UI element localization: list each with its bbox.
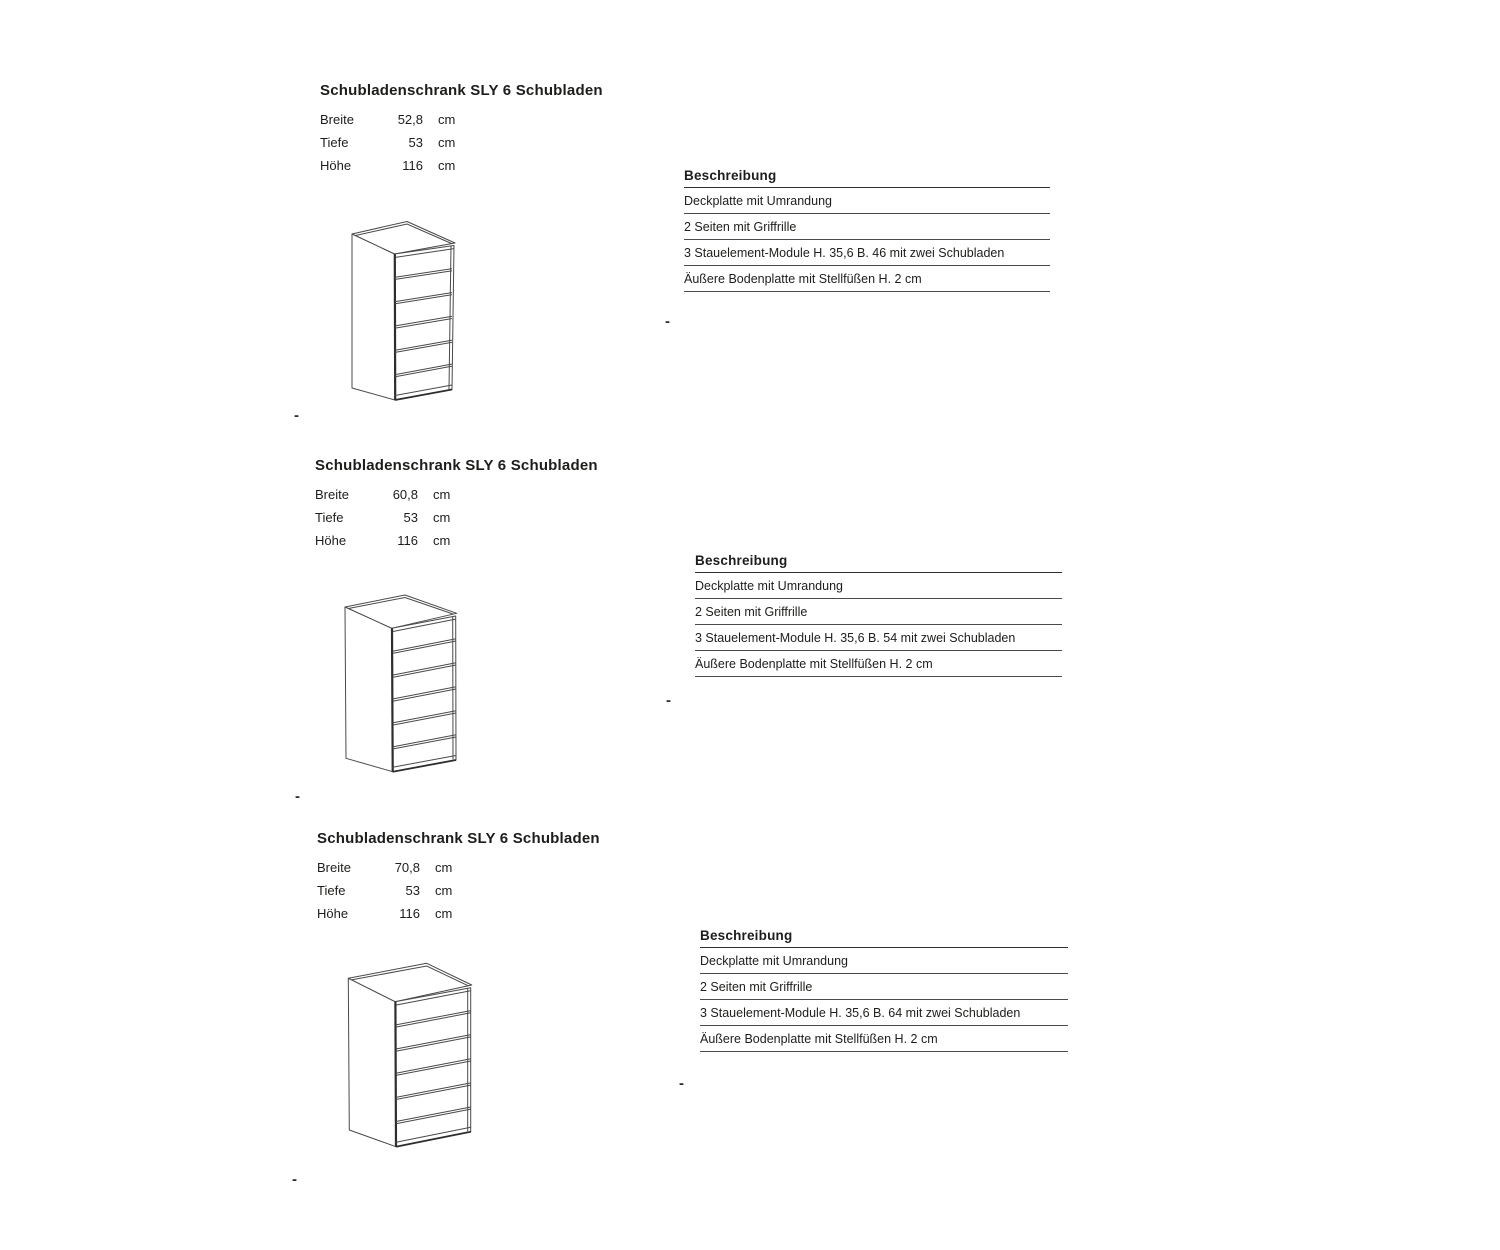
dimension-unit: cm xyxy=(433,510,451,525)
dimension-label: Tiefe xyxy=(317,883,346,898)
dimension-value: 53 xyxy=(405,883,420,898)
dimension-label: Breite xyxy=(315,487,349,502)
dimension-label: Tiefe xyxy=(315,510,344,525)
dimension-value: 60,8 xyxy=(392,487,418,502)
product-2-dimensions xyxy=(315,487,645,556)
dimension-row xyxy=(320,158,650,181)
dimension-label: Höhe xyxy=(320,158,352,173)
dimension-unit: cm xyxy=(433,533,451,548)
dimension-unit: cm xyxy=(438,135,456,150)
product-1-title: Schubladenschrank SLY 6 Schubladen xyxy=(320,82,603,99)
dimension-unit: cm xyxy=(435,906,453,921)
dimension-label: Breite xyxy=(320,112,354,127)
description-row: 3 Stauelement-Module H. 35,6 B. 64 mit zwei Schubladen xyxy=(700,1000,1068,1026)
dimension-value: 52,8 xyxy=(397,112,423,127)
dimension-row xyxy=(317,906,647,929)
cabinet-drawing-3 xyxy=(347,962,475,1152)
product-1-description xyxy=(684,168,1050,292)
stray-dash: - xyxy=(679,1075,684,1092)
dimension-value: 53 xyxy=(408,135,423,150)
dimension-unit: cm xyxy=(438,112,456,127)
description-row: 2 Seiten mit Griffrille xyxy=(700,974,1068,1000)
stray-dash: - xyxy=(292,1171,297,1188)
dimension-row xyxy=(315,510,645,533)
dimension-unit: cm xyxy=(435,883,453,898)
product-1-specs xyxy=(320,82,650,181)
dimension-value: 70,8 xyxy=(394,860,420,875)
description-header: Beschreibung xyxy=(695,553,1062,573)
dimension-unit: cm xyxy=(438,158,456,173)
description-row: 3 Stauelement-Module H. 35,6 B. 54 mit zwei Schubladen xyxy=(695,625,1062,651)
stray-dash: - xyxy=(665,313,670,330)
description-row: Äußere Bodenplatte mit Stellfüßen H. 2 cm xyxy=(700,1026,1068,1052)
dimension-unit: cm xyxy=(435,860,453,875)
product-1-dimensions xyxy=(320,112,650,181)
description-header: Beschreibung xyxy=(684,168,1050,188)
cabinet-drawing-2 xyxy=(344,594,460,776)
description-row: Deckplatte mit Umrandung xyxy=(695,573,1062,599)
dimension-row xyxy=(317,860,647,883)
stray-dash: - xyxy=(294,407,299,424)
dimension-value: 116 xyxy=(402,158,423,173)
stray-dash: - xyxy=(666,692,671,709)
dimension-row xyxy=(320,135,650,158)
description-row: 3 Stauelement-Module H. 35,6 B. 46 mit zwei Schubladen xyxy=(684,240,1050,266)
stray-dash: - xyxy=(295,788,300,805)
description-row: 2 Seiten mit Griffrille xyxy=(695,599,1062,625)
product-3-dimensions xyxy=(317,860,647,929)
dimension-row xyxy=(317,883,647,906)
description-header: Beschreibung xyxy=(700,928,1068,948)
dimension-row xyxy=(315,487,645,510)
dimension-label: Tiefe xyxy=(320,135,349,150)
description-row: Äußere Bodenplatte mit Stellfüßen H. 2 cm xyxy=(684,266,1050,292)
dimension-value: 116 xyxy=(399,906,420,921)
cabinet-drawing-1 xyxy=(350,220,460,405)
dimension-unit: cm xyxy=(433,487,451,502)
product-3-description xyxy=(700,928,1068,1052)
product-2-specs xyxy=(315,457,645,556)
product-3-title: Schubladenschrank SLY 6 Schubladen xyxy=(317,830,600,847)
dimension-label: Höhe xyxy=(315,533,347,548)
dimension-row xyxy=(315,533,645,556)
dimension-label: Höhe xyxy=(317,906,349,921)
description-row: Äußere Bodenplatte mit Stellfüßen H. 2 cm xyxy=(695,651,1062,677)
dimension-label: Breite xyxy=(317,860,351,875)
product-3-specs xyxy=(317,830,647,929)
dimension-row xyxy=(320,112,650,135)
description-row: Deckplatte mit Umrandung xyxy=(684,188,1050,214)
product-2-title: Schubladenschrank SLY 6 Schubladen xyxy=(315,457,598,474)
dimension-value: 116 xyxy=(397,533,418,548)
description-row: 2 Seiten mit Griffrille xyxy=(684,214,1050,240)
dimension-value: 53 xyxy=(403,510,418,525)
product-2-description xyxy=(695,553,1062,677)
description-row: Deckplatte mit Umrandung xyxy=(700,948,1068,974)
